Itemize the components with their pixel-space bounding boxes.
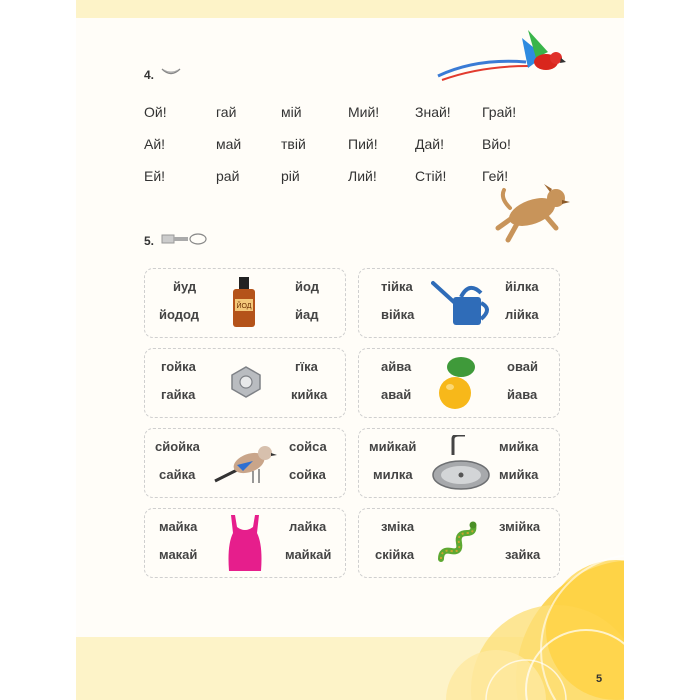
exercise-4-number: 4. [144,68,155,82]
card-word: сойса [289,439,327,454]
tank-top-icon [225,513,265,575]
bottle-label: ЙОД [236,303,252,310]
card-word: гайка [161,387,196,402]
word-card-iodine [144,268,346,338]
card-word: зайка [505,547,541,562]
card-word: милка [373,467,413,482]
card-word: мийка [499,467,539,482]
word-card-watering-can [358,268,560,338]
nut-icon [229,365,263,399]
jay-bird-icon [213,439,279,489]
card-word: йуд [173,279,197,294]
parrot-illustration [436,28,566,84]
word-card-nut [144,348,346,418]
card-word: мийка [499,439,539,454]
card-word: сайка [159,467,196,482]
dog-illustration [494,180,574,246]
word: Знай! [415,104,451,120]
card-word: війка [381,307,415,322]
card-word: йава [507,387,538,402]
card-word: тійка [381,279,413,294]
word-card-sink [358,428,560,498]
word: гай [216,104,237,120]
card-word: майка [159,519,198,534]
word: рай [216,168,240,184]
card-word: овай [507,359,538,374]
word: Ой! [144,104,167,120]
word: май [216,136,242,152]
word: Ай! [144,136,166,152]
magnifier-icon [160,231,208,247]
word: рій [281,168,300,184]
sink-icon [429,435,493,493]
word: Дай! [415,136,444,152]
card-word: йілка [505,279,539,294]
word: Пий! [348,136,378,152]
card-word: лайка [289,519,327,534]
card-word: авай [381,387,412,402]
word-card-tank-top [144,508,346,578]
word: Стій! [415,168,447,184]
word-card-jay [144,428,346,498]
card-word: сйойка [155,439,200,454]
word: Грай! [482,104,517,120]
card-word: сойка [289,467,326,482]
watering-can-icon [431,279,495,329]
card-word: йад [295,307,319,322]
card-word: йодод [159,307,200,322]
card-word: лійка [505,307,539,322]
word: Гей! [482,168,509,184]
card-word: йод [295,279,320,294]
snake-icon [435,521,481,567]
card-word: гїка [295,359,318,374]
word: Вйо! [482,136,511,152]
word: Ей! [144,168,166,184]
card-word: зміка [381,519,415,534]
textbook-page [76,0,624,700]
word: твій [281,136,306,152]
quince-icon [435,353,479,413]
card-word: кийка [291,387,328,402]
card-word: змійка [499,519,541,534]
word: мій [281,104,302,120]
card-word: гойка [161,359,196,374]
word: Лий! [348,168,377,184]
exercise-5-number: 5. [144,234,155,248]
card-word: макай [159,547,198,562]
mouth-icon [160,66,182,78]
page-number: 5 [596,673,603,685]
word-card-snake [358,508,560,578]
iodine-bottle-icon [231,277,257,329]
word: Мий! [348,104,380,120]
card-word: скійка [375,547,415,562]
card-word: айва [381,359,412,374]
card-word: майкай [285,547,332,562]
card-word: мийкай [369,439,417,454]
word-card-quince [358,348,560,418]
